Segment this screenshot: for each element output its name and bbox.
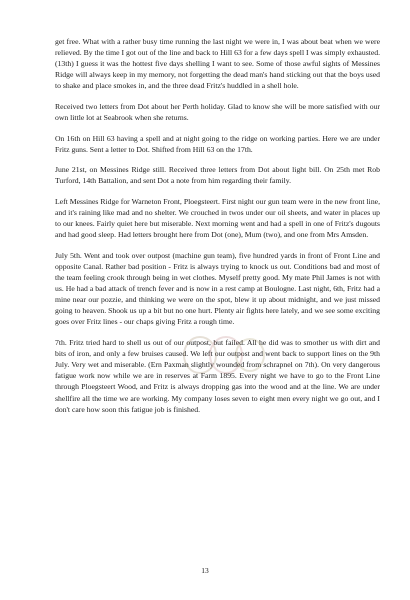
paragraph-7: 7th. Fritz tried hard to shell us out of our outpost, but failed. All he did was to smother us with dirt and bits of iron, and only a few bruises caused. We left our outpost and went back to support lines on the 9th July. Very wet and miserable. (Ern Paxman slightly wounded from schrapnel on 7th). On very dangerous fatigue work now while we are in reserves at Farm 1895. Every night we have to go to the Front Line through Ploegsteert Wood, and Fritz is always dropping gas into the wood and at the line. We are under shellfire all the time we are working. My company loses seven to eight men every night we go out, and I don't care how soon this fatigue job is finished. — [55, 338, 380, 414]
paragraph-5: Left Messines Ridge for Warneton Front, Ploegsteert. First night our gun team were in the new front line, and it's raining like mad and no shelter. We crouched in twos under our oil sheets, and water in places up to our knees. Fairly quiet here but miserable. Next morning went and had a spell in one of Fritz's dugouts and had good sleep. Had letters brought here from Dot (one), Mum (two), and one from Mrs Amsden. — [55, 197, 380, 240]
paragraph-1: get free. What with a rather busy time running the last night we were in, I was about beat when we were relieved. By the time I got out of the line and back to Hill 63 for a few days spell I was simply exhausted. (13th) I guess it was the hottest five days shelling I want to see. Some of those awful sights of Messines Ridge will always keep in my memory, not forgetting the dead man's hand sticking out that the boys used to shake and place smokes in, and the three dead Fritz's huddled in a shell hole. — [55, 37, 380, 91]
paragraph-4: June 21st, on Messines Ridge still. Received three letters from Dot about light bill. On 25th met Rob Turford, 14th Battalion, and sent Dot a note from him regarding their family. — [55, 165, 380, 186]
paragraph-6: July 5th. Went and took over outpost (machine gun team), five hundred yards in front of Front Line and opposite Canal. Rather bad position - Fritz is always trying to knock us out. Conditions bad and most of the team feeling crook through being in wet clothes. Myself pretty good. My mate Phil James is not with us. He had a bad attack of trench fever and is now in a rest camp at Boulogne. Last night, 6th, Fritz had a mine near our pozzie, and thinking we were on the spot, blew it up about midnight, and we just missed going to heaven. Shook us up a bit but no one hurt. Plenty air fights here lately, and we see some exciting goes over Fritz lines - our chaps giving Fritz a rough time. — [55, 250, 380, 327]
paragraph-3: On 16th on Hill 63 having a spell and at night going to the ridge on working parties. Here we are under Fritz guns. Sent a letter to Dot. Shifted from Hill 63 on the 17th. — [55, 133, 380, 154]
page-number: 13 — [201, 566, 209, 575]
paragraph-2: Received two letters from Dot about her Perth holiday. Glad to know she will be more satisfied with our own little lot at Seabrook when she returns. — [55, 101, 380, 123]
